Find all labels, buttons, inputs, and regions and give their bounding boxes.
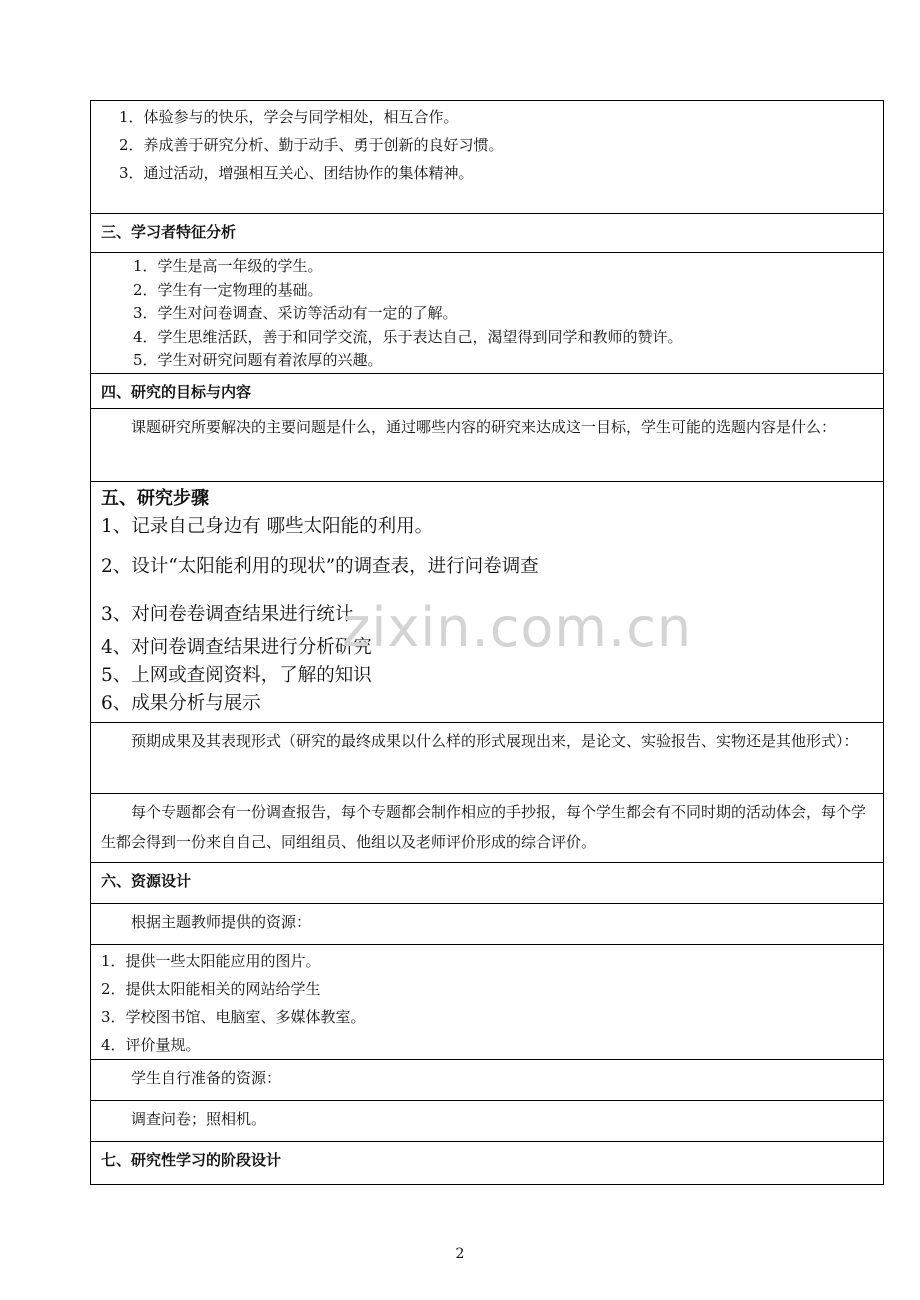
target-text: 课题研究所要解决的主要问题是什么，通过哪些内容的研究来达成这一目标，学生可能的选题内容是什么： xyxy=(131,418,837,436)
goals-row xyxy=(91,101,884,214)
lesson-plan-table xyxy=(90,100,884,1185)
step-item: 6、成果分析与展示 xyxy=(101,693,261,714)
section-heading: 三、学习者特征分析 xyxy=(101,223,237,241)
learner-item: 1．学生是高一年级的学生。 xyxy=(133,257,323,275)
teacher-resources-row xyxy=(91,945,884,1060)
step-item: 5、上网或查阅资料，了解的知识 xyxy=(101,665,372,686)
target-heading-row xyxy=(91,374,884,409)
student-resources-row xyxy=(91,1101,884,1142)
goal-item: 3．通过活动，增强相互关心、团结协作的集体精神。 xyxy=(119,164,474,182)
expected-answer: 每个专题都会有一份调查报告，每个专题都会制作相应的手抄报，每个学生都会有不同时期的活动体会，每个学生都会得到一份来自自己、同组组员、他组以及老师评价形成的综合评价。 xyxy=(101,803,867,851)
learner-heading-row xyxy=(91,214,884,253)
step-item: 2、设计“太阳能利用的现状”的调查表，进行问卷调查 xyxy=(101,556,539,577)
learner-item: 2．学生有一定物理的基础。 xyxy=(133,280,323,299)
stage-heading-row xyxy=(91,1142,884,1185)
step-item: 3、对问卷卷调查结果进行统计 xyxy=(101,604,354,625)
step-item: 4、对问卷调查结果进行分析研究 xyxy=(101,637,372,658)
step-item: 1、记录自己身边有 哪些太阳能的利用。 xyxy=(101,516,434,537)
goal-item: 2．养成善于研究分析、勤于动手、勇于创新的良好习惯。 xyxy=(119,136,504,154)
expected-answer-row xyxy=(91,794,884,863)
page-number: 2 xyxy=(455,1246,465,1262)
watermark: zixin.com.cn xyxy=(342,596,693,659)
goal-item: 1．体验参与的快乐，学会与同学相处，相互合作。 xyxy=(119,108,459,126)
resource-item: 2．提供太阳能相关的网站给学生 xyxy=(101,980,321,998)
resource-item: 3．学校图书馆、电脑室、多媒体教室。 xyxy=(101,1008,366,1026)
student-resources-label: 学生自行准备的资源： xyxy=(131,1069,282,1087)
section-heading: 四、研究的目标与内容 xyxy=(101,383,252,401)
resource-heading-row xyxy=(91,863,884,904)
section-heading: 七、研究性学习的阶段设计 xyxy=(101,1151,282,1169)
section-heading: 六、资源设计 xyxy=(101,872,192,890)
expected-text: 预期成果及其表现形式（研究的最终成果以什么样的形式展现出来，是论文、实验报告、实物还是其他形式）： xyxy=(131,732,859,750)
target-row xyxy=(91,409,884,482)
student-resources-label-row xyxy=(91,1060,884,1101)
steps-row xyxy=(91,482,884,723)
teacher-resources-label: 根据主题教师提供的资源： xyxy=(131,913,312,931)
resource-item: 4．评价量规。 xyxy=(101,1036,201,1054)
section-heading: 五、研究步骤 xyxy=(101,488,209,509)
learner-items-row xyxy=(91,253,884,374)
learner-item: 4．学生思维活跃，善于和同学交流，乐于表达自己，渴望得到同学和教师的赞许。 xyxy=(133,327,683,346)
learner-item: 5．学生对研究问题有着浓厚的兴趣。 xyxy=(133,351,383,369)
expected-row xyxy=(91,723,884,794)
learner-item: 3．学生对问卷调查、采访等活动有一定的了解。 xyxy=(133,304,458,322)
teacher-resources-label-row xyxy=(91,904,884,945)
resource-item: 1．提供一些太阳能应用的图片。 xyxy=(101,952,321,970)
student-resources: 调查问卷；照相机。 xyxy=(131,1110,267,1128)
